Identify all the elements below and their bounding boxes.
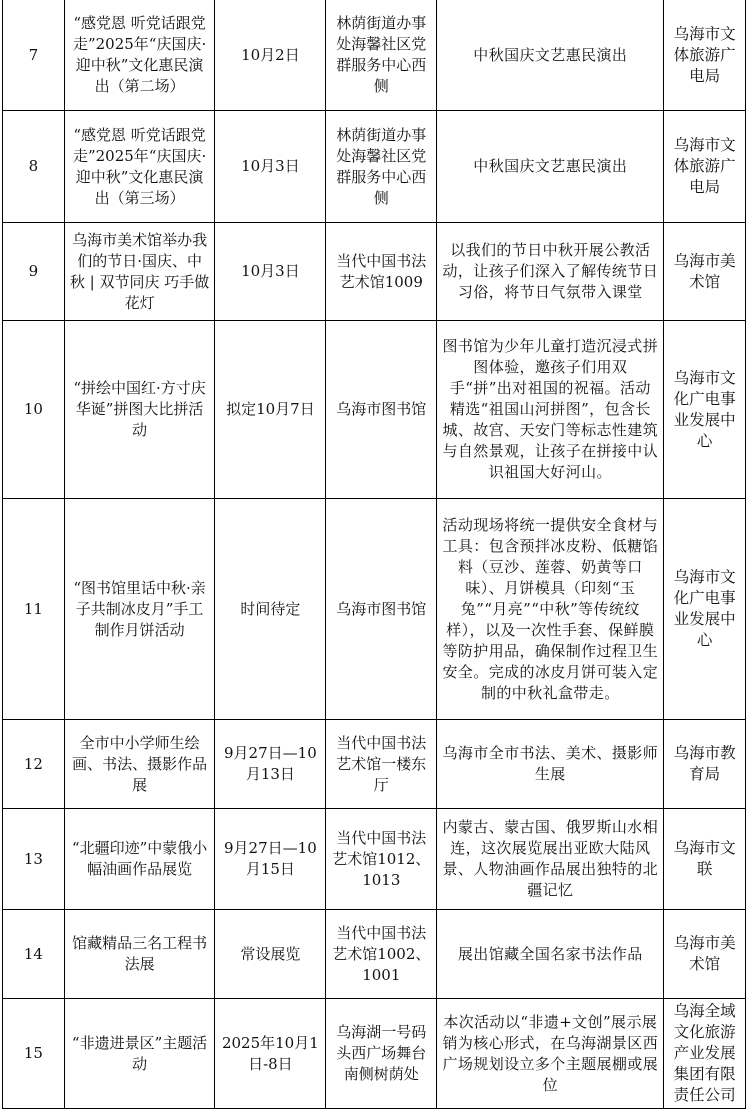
event-description: 活动现场将统一提供安全食材与工具：包含预拌冰皮粉、低糖馅料（豆沙、莲蓉、奶黄等口味）、月饼模具（印刻“玉兔”“月亮”“中秋”等传统纹样），以及一次性手套、保鲜膜等防护用品，确保制作过程卫生安全。完成的冰皮月饼可装入定制的中秋礼盒带走。 — [437, 499, 664, 720]
row-number: 10 — [3, 321, 65, 499]
row-number: 13 — [3, 809, 65, 910]
row-number: 9 — [3, 223, 65, 321]
event-name: 全市中小学师生绘画、书法、摄影作品展 — [64, 720, 215, 809]
table-row — [3, 720, 746, 809]
row-number: 8 — [3, 111, 65, 223]
table-row — [3, 0, 746, 111]
row-number: 11 — [3, 499, 65, 720]
table-row — [3, 499, 746, 720]
event-organizer: 乌海市文体旅游广电局 — [664, 111, 746, 223]
event-description: 内蒙古、蒙古国、俄罗斯山水相连，这次展览展出亚欧大陆风景、人物油画作品展出独特的北疆记忆 — [437, 809, 664, 910]
event-place: 当代中国书法艺术馆1002、1001 — [326, 910, 437, 999]
row-number: 14 — [3, 910, 65, 999]
event-description: 本次活动以“非遗+文创”展示展销为核心形式，在乌海湖景区西广场规划设立多个主题展棚或展位 — [437, 999, 664, 1109]
event-organizer: 乌海市美术馆 — [664, 910, 746, 999]
event-description: 图书馆为少年儿童打造沉浸式拼图体验，邀孩子们用双手“拼”出对祖国的祝福。活动精选“祖国山河拼图”，包含长城、故宫、天安门等标志性建筑与自然景观，让孩子在拼接中认识祖国大好河山。 — [437, 321, 664, 499]
event-name: 乌海市美术馆举办我们的节日·国庆、中秋 | 双节同庆 巧手做花灯 — [64, 223, 215, 321]
event-description: 乌海市全市书法、美术、摄影师生展 — [437, 720, 664, 809]
event-name: “北疆印迹”中蒙俄小幅油画作品展览 — [64, 809, 215, 910]
event-date: 2025年10月1日-8日 — [215, 999, 326, 1109]
events-table-body — [3, 0, 746, 1109]
event-date: 常设展览 — [215, 910, 326, 999]
event-place: 林荫街道办事处海馨社区党群服务中心西侧 — [326, 0, 437, 111]
event-description: 展出馆藏全国名家书法作品 — [437, 910, 664, 999]
event-organizer: 乌海市文化广电事业发展中心 — [664, 499, 746, 720]
table-row — [3, 321, 746, 499]
event-date: 10月3日 — [215, 223, 326, 321]
row-number: 7 — [3, 0, 65, 111]
event-name: “拼绘中国红·方寸庆华诞”拼图大比拼活动 — [64, 321, 215, 499]
event-description: 中秋国庆文艺惠民演出 — [437, 111, 664, 223]
event-organizer: 乌海市文联 — [664, 809, 746, 910]
event-place: 乌海市图书馆 — [326, 499, 437, 720]
table-row — [3, 223, 746, 321]
event-date: 10月3日 — [215, 111, 326, 223]
event-date: 9月27日—10月15日 — [215, 809, 326, 910]
event-organizer: 乌海市美术馆 — [664, 223, 746, 321]
events-table — [2, 0, 746, 1109]
event-place: 乌海市图书馆 — [326, 321, 437, 499]
event-place: 当代中国书法艺术馆一楼东厅 — [326, 720, 437, 809]
event-description: 以我们的节日中秋开展公教活动，让孩子们深入了解传统节日习俗，将节日气氛带入课堂 — [437, 223, 664, 321]
event-date: 9月27日—10月13日 — [215, 720, 326, 809]
event-organizer: 乌海市文体旅游广电局 — [664, 0, 746, 111]
table-row — [3, 111, 746, 223]
event-name: “图书馆里话中秋·亲子共制冰皮月”手工制作月饼活动 — [64, 499, 215, 720]
row-number: 15 — [3, 999, 65, 1109]
event-date: 时间待定 — [215, 499, 326, 720]
event-name: “非遗进景区”主题活动 — [64, 999, 215, 1109]
row-number: 12 — [3, 720, 65, 809]
event-date: 10月2日 — [215, 0, 326, 111]
event-name: 馆藏精品三名工程书法展 — [64, 910, 215, 999]
event-place: 林荫街道办事处海馨社区党群服务中心西侧 — [326, 111, 437, 223]
event-name: “感党恩 听党话跟党走”2025年“庆国庆·迎中秋”文化惠民演出（第三场） — [64, 111, 215, 223]
event-organizer: 乌海市教育局 — [664, 720, 746, 809]
event-place: 当代中国书法艺术馆1012、1013 — [326, 809, 437, 910]
table-row — [3, 809, 746, 910]
table-row — [3, 999, 746, 1109]
event-organizer: 乌海全域文化旅游产业发展集团有限责任公司 — [664, 999, 746, 1109]
event-place: 乌海湖一号码头西广场舞台南侧树荫处 — [326, 999, 437, 1109]
event-description: 中秋国庆文艺惠民演出 — [437, 0, 664, 111]
event-place: 当代中国书法艺术馆1009 — [326, 223, 437, 321]
event-name: “感党恩 听党话跟党走”2025年“庆国庆·迎中秋”文化惠民演出（第二场） — [64, 0, 215, 111]
event-date: 拟定10月7日 — [215, 321, 326, 499]
event-organizer: 乌海市文化广电事业发展中心 — [664, 321, 746, 499]
table-row — [3, 910, 746, 999]
